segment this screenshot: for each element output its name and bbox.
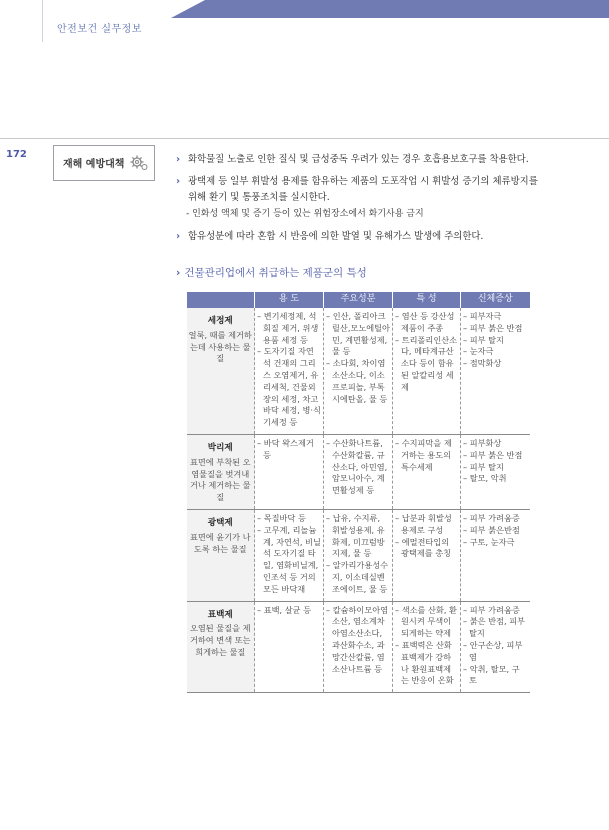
list-item: – 피부자극 [463,311,528,323]
components-cell [324,434,393,509]
list-item: – 피부 가려움증 [463,605,528,617]
bullet-text: 함유성분에 따라 혼합 시 반응에 의한 발열 및 유해가스 발생에 주의한다. [188,231,484,242]
category-name: 광택제 [207,517,233,528]
gear-icon [129,152,149,172]
list-item: – 색소를 산화, 환원시켜 무색이 되게하는 약제 [395,605,458,640]
list-item: – 고무계, 리놀늄계, 자연석, 비닐석 도자기질 타일, 염화비닐계, 인조석 등 거의 모든 바닥재 [257,525,321,596]
bullet-item [176,174,548,206]
category-name: 박리제 [207,442,233,453]
list-item: – 에멀전타입의 광택제를 총칭 [395,537,458,561]
section-title [176,265,367,280]
usage-cell [255,434,324,509]
list-item: – 납분과 휘발성용제로 구성 [395,513,458,537]
table-header: 용 도 [255,292,324,308]
category-desc: 표면에 윤기가 나도록 하는 물질 [189,531,251,554]
table-header: 특 성 [393,292,461,308]
symptoms-cell [461,601,530,693]
symptoms-cell [461,509,530,601]
section-label: 안전보건 실무정보 [57,24,142,35]
usage-cell [255,601,324,693]
bullet-item [176,152,548,168]
list-item: – 알카리가용성수지, 이소데실벤조에이트, 물 등 [326,560,390,595]
list-item: – 탈모, 악취 [463,473,528,485]
properties-cell [393,601,461,693]
bullet-item [176,229,548,245]
category-desc: 얼룩, 때를 제거하는데 사용하는 물질 [188,329,252,364]
category-name: 표백제 [207,609,233,620]
category-cell [187,601,255,693]
properties-cell [393,434,461,509]
section-title-text: 건물관리업에서 취급하는 제품군의 특성 [184,267,367,279]
category-cell [187,509,255,601]
list-item: – 바닥 왁스제거 등 [257,438,321,462]
chevron-right-icon: › [176,231,181,242]
list-item: – 피부 탈지 [463,462,528,474]
category-name: 세정제 [207,316,233,326]
list-item: – 표백력은 산화표백제가 강하나 환원표백제는 반응이 온화 [395,640,458,687]
list-item: – 피부화상 [463,438,528,450]
properties-cell [393,509,461,601]
usage-cell [255,308,324,434]
sidebar-title: 재해 예방대책 [63,159,125,170]
list-item: – 트리폴리인산소다, 메타계규산소다 등이 함유된 알칼리성 세제 [395,335,458,394]
category-cell [187,308,255,434]
components-cell [324,308,393,434]
list-item: – 인산, 폴리아크릴산,모노에틸아민, 계면활성제, 물 등 [326,311,390,358]
list-item: – 염산 등 강산성 제품이 주종 [395,311,458,335]
table-row [187,308,530,434]
header-band-edge [171,0,205,18]
sidebar-box [53,145,155,181]
table-row [187,601,530,693]
table-row [187,509,530,601]
bullet-text: 광택제 등 일부 휘발성 용제를 함유하는 제품의 도포작업 시 휘발성 증기의 체류방지를 위해 환기 및 통풍조치를 실시한다. [188,176,538,203]
list-item: – 점막화상 [463,358,528,370]
chevron-right-icon: › [176,154,181,165]
list-item: – 소다회, 차이염소산소다, 이소프로피놀, 부톡시에탄올, 물 등 [326,358,390,405]
chevron-right-icon: › [176,267,181,279]
list-item: – 칼슘하이모아염소산, 염소계차아염소산소다, 과산화수소, 과망간산칼륨, 염소산나트륨 등 [326,605,390,676]
list-item: – 구토, 눈자극 [463,537,528,549]
symptoms-cell [461,308,530,434]
table-row [187,434,530,509]
list-item: – 목질바닥 등 [257,513,321,525]
list-item: – 수지피막을 제거하는 용도의 특수세제 [395,438,458,473]
bullet-text: 화학물질 노출로 인한 질식 및 급성중독 우려가 있는 경우 호흡용보호구를 착용한다. [188,154,529,165]
usage-cell [255,509,324,601]
list-item: – 납유, 수지류, 휘발성용제, 유화제, 미끄럼방지제, 물 등 [326,513,390,560]
list-item: – 피부 붉은반점 [463,525,528,537]
page-number: 172 [6,149,27,160]
properties-cell [393,308,461,434]
list-item: – 도자기질 자연석 건재의 그리스 오염제거, 유리세척, 건물외장의 세정, 차고바닥 세정, 병·식기세정 등 [257,346,321,429]
header-band [205,0,609,18]
list-item: – 눈자극 [463,346,528,358]
table-header-row [187,292,530,308]
list-item: – 피부 탈지 [463,335,528,347]
chevron-right-icon: › [176,176,181,187]
symptoms-cell [461,434,530,509]
list-item: – 안구손상, 피부염 [463,640,528,664]
components-cell [324,601,393,693]
list-item: – 붉은 반점, 피부탈지 [463,616,528,640]
category-desc: 표면에 부착된 오염물질을 벗겨내거나 제거하는 물질 [189,456,251,503]
top-header [0,0,609,42]
category-cell [187,434,255,509]
table-header: 주요성분 [324,292,393,308]
table-header: 신체증상 [461,292,530,308]
list-item: – 악취, 탈모, 구토 [463,664,528,688]
list-item: – 피부 붉은 반점 [463,323,528,335]
sub-bullet: - 인화성 액체 및 증기 등이 있는 위험장소에서 화기사용 금지 [186,209,424,219]
table-header [187,292,255,308]
components-cell [324,509,393,601]
list-item: – 피부 붉은 반점 [463,450,528,462]
list-item: – 표백, 살균 등 [257,605,321,617]
list-item: – 수산화나트륨, 수산화칼륨, 규산소다, 아민염, 암모니아수, 계면활성제 등 [326,438,390,497]
list-item: – 피부 가려움증 [463,513,528,525]
list-item: – 변기세정제, 석회질 제거, 위생용품 세정 등 [257,311,321,346]
category-desc: 오염된 물질을 제거하여 변색 또는 희게하는 물질 [189,623,251,657]
content-divider [0,138,609,139]
header-divider [42,0,43,42]
product-table [186,292,530,693]
